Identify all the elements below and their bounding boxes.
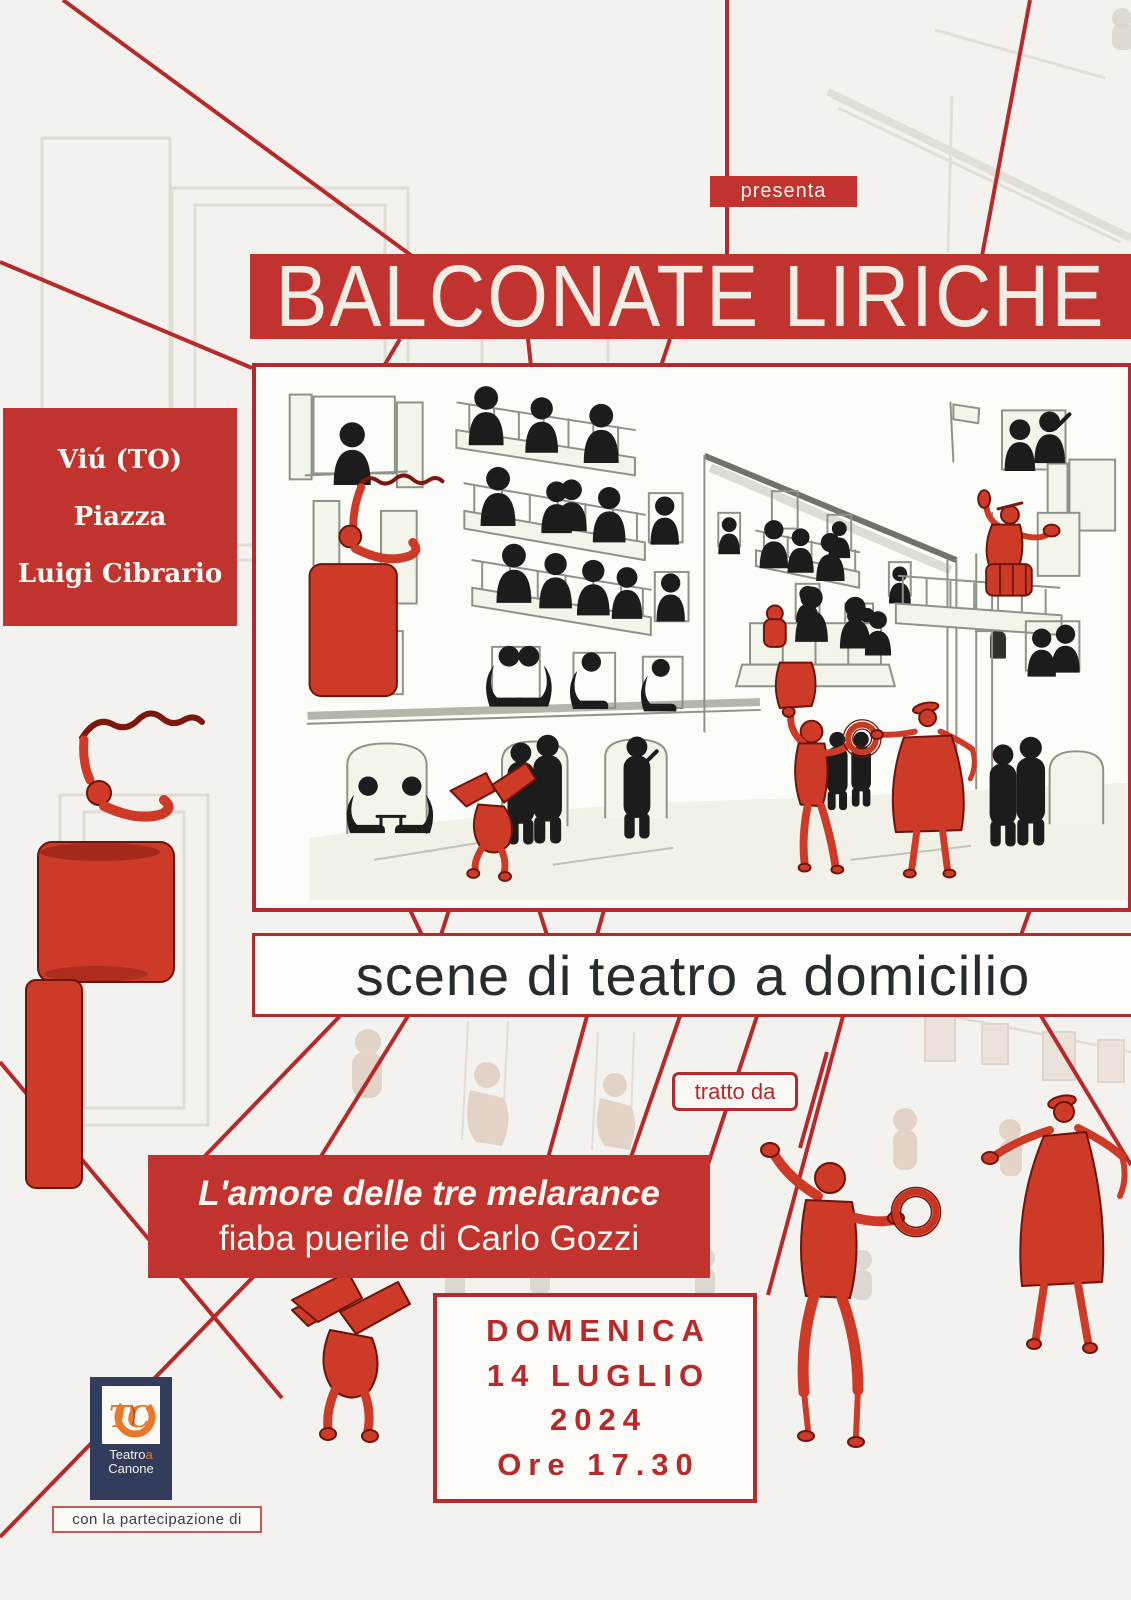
poster-title: BALCONATE LIRICHE <box>275 254 1106 339</box>
logo-name <box>108 1448 154 1476</box>
venue-box <box>3 408 237 626</box>
logo-name-accent: a <box>145 1447 153 1462</box>
event-day: DOMENICA <box>486 1313 711 1349</box>
red-acrobat-figure <box>292 1272 410 1442</box>
work-title: L'amore delle tre melarance <box>198 1174 660 1213</box>
tratto-da-badge <box>672 1072 798 1111</box>
participation-label: con la partecipazione di <box>72 1511 242 1528</box>
venue-line-2: Piazza <box>73 502 167 532</box>
balcony-building <box>456 402 688 707</box>
piazza-illustration <box>256 367 1128 908</box>
logo-monogram-icon <box>102 1386 160 1444</box>
presenta-label: presenta <box>740 180 827 202</box>
logo-name-part2: Canone <box>108 1461 154 1476</box>
logo-monogram-box <box>102 1386 160 1444</box>
venue-line-1: Viú (TO) <box>57 445 183 475</box>
center-building <box>704 402 979 780</box>
title-banner <box>250 254 1131 339</box>
work-byline: fiaba puerile di Carlo Gozzi <box>218 1219 640 1258</box>
event-year: 2024 <box>550 1402 647 1438</box>
red-announcer-figure-large <box>26 713 202 1188</box>
red-tambourine-dancer-figure <box>761 1143 941 1447</box>
svg-text:TC: TC <box>108 1400 148 1435</box>
date-box <box>433 1293 757 1503</box>
event-date: 14 LUGLIO <box>486 1357 711 1393</box>
teatro-a-canone-logo <box>90 1377 172 1500</box>
subtitle-box <box>252 933 1131 1017</box>
event-time: Ore 17.30 <box>497 1446 700 1482</box>
illustration-frame <box>252 363 1131 912</box>
venue-line-3: Luigi Cibrario <box>17 559 223 589</box>
work-box <box>148 1155 710 1278</box>
poster-subtitle: scene di teatro a domicilio <box>355 943 1031 1007</box>
presenta-badge <box>710 176 857 207</box>
tratto-da-label: tratto da <box>694 1078 776 1104</box>
participation-box <box>52 1506 262 1533</box>
logo-name-part1: Teatro <box>109 1447 146 1462</box>
